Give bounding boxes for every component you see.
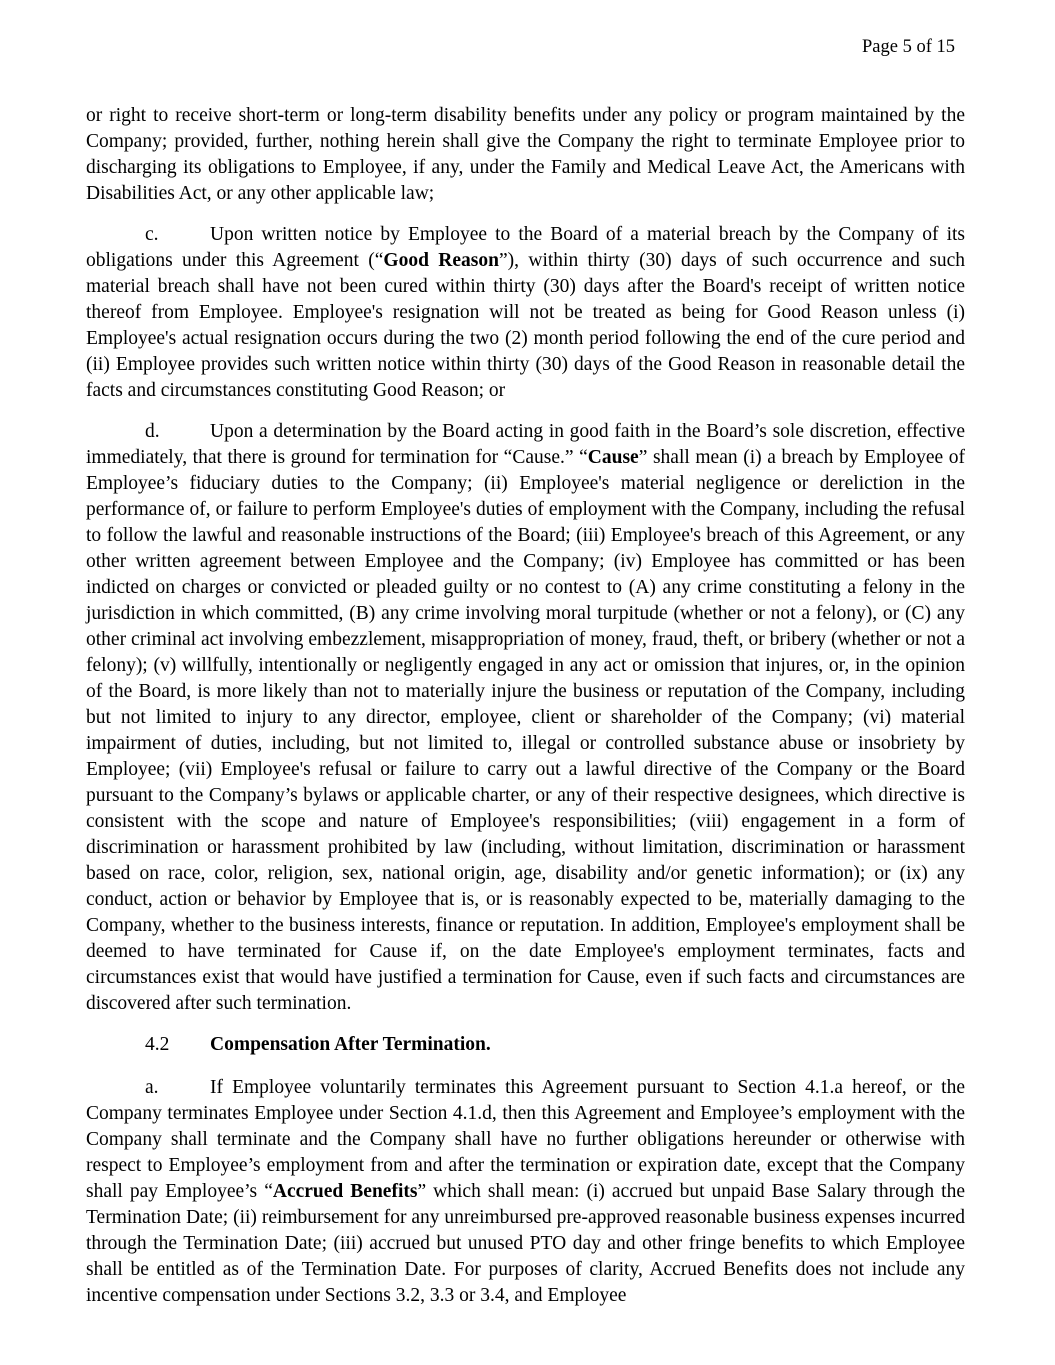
defined-term: Accrued Benefits — [272, 1181, 418, 1202]
defined-term: Compensation After Termination. — [210, 1034, 491, 1055]
text-run: If Employee voluntarily terminates this Agreement pursuant to Section 4.1.a hereof, or the Company terminates Employee under Section 4.1.d, then this Agreement and Employee’s employment with the Company shall terminate and the Company shall have no further obligations hereunder or otherwise with respect to Employee’s employment from and after the termination or expiration date, except that the Company shall pay Employee’s “ — [86, 1077, 965, 1202]
paragraph-marker: a. — [145, 1077, 159, 1098]
para-disability-continuation — [86, 103, 965, 207]
defined-term: Good Reason — [383, 250, 499, 271]
paragraph-marker: 4.2 — [145, 1034, 170, 1055]
text-run: ” shall mean (i) a breach by Employee of Employee’s fiduciary duties to the Company; (ii) Employee's material negligence or dereliction in the performance of, or failure to perform Employee's duties of employment with the Company, including the refusal to follow the lawful and reasonable instructions of the Board; (iii) Employee's breach of this Agreement, or any other written agreement between Employee and the Company; (iv) Employee has committed or has been indicted on charges or convicted or pleaded guilty or no contest to (A) any crime constituting a felony in the jurisdiction in which committed, (B) any crime involving moral turpitude (whether or not a felony), or (C) any other criminal act involving embezzlement, misappropriation of money, fraud, theft, or bribery (whether or not a felony); (v) willfully, intentionally or negligently engaged in any act or omission that injures, or, in the opinion of the Board, is more likely than not to materially injure the business or reputation of the Company, including but not limited to injury to any director, employee, client or shareholder of the Company; (vi) material impairment of duties, including, but not limited to, illegal or controlled substance abuse or insobriety by Employee; (vii) Employee's refusal or failure to carry out a lawful directive of the Company or the Board pursuant to the Company’s bylaws or applicable charter, or any of their respective designees, which directive is consistent with the scope and nature of Employee's responsibilities; (viii) engagement in a form of discrimination or harassment prohibited by law (including, without limitation, discrimination or harassment based on race, color, religion, sex, national origin, age, disability and/or genetic information); or (ix) any conduct, action or behavior by Employee that is, or is reasonably expected to be, materially damaging to the Company, whether to the business interests, finance or reputation. In addition, Employee's employment shall be deemed to have terminated for Cause if, on the date Employee's employment terminates, facts and circumstances exist that would have justified a termination for Cause, even if such facts and circumstances are discovered after such termination. — [86, 447, 966, 1014]
para-c-good-reason — [86, 222, 965, 404]
para-d-cause — [86, 419, 965, 1017]
defined-term: Cause — [587, 447, 639, 468]
paragraph-marker: d. — [145, 421, 160, 442]
paragraph-marker: c. — [145, 224, 159, 245]
text-run: ”), within thirty (30) days of such occurrence and such material breach shall have not been cured within thirty (30) days after the Board's receipt of written notice thereof from Employee. Employee's resignation will not be treated as being for Good Reason unless (i) Employee's actual resignation occurs during the two (2) month period following the end of the cure period and (ii) Employee provides such written notice within thirty (30) days of the Good Reason in reasonable detail the facts and circumstances constituting Good Reason; or — [86, 250, 965, 401]
heading-4-2-compensation-after-termination — [86, 1032, 965, 1058]
text-run: Upon a determination by the Board acting in good faith in the Board’s sole discretion, effective immediately, that there is ground for termination for “Cause.” “ — [86, 421, 965, 468]
para-a-accrued-benefits — [86, 1075, 965, 1309]
text-run: Upon written notice by Employee to the Board of a material breach by the Company of its obligations under this Agreement (“ — [86, 224, 965, 271]
text-run: or right to receive short-term or long-term disability benefits under any policy or program maintained by the Company; provided, further, nothing herein shall give the Company the right to terminate Employee prior to discharging its obligations to Employee, if any, under the Family and Medical Leave Act, the Americans with Disabilities Act, or any other applicable law; — [86, 105, 965, 204]
text-run: ” which shall mean: (i) accrued but unpaid Base Salary through the Termination Date; (ii) reimbursement for any unreimbursed pre-approved reasonable business expenses incurred through the Termination Date; (iii) accrued but unused PTO day and other fringe benefits to which Employee shall be entitled as of the Termination Date. For purposes of clarity, Accrued Benefits does not include any incentive compensation under Sections 3.2, 3.3 or 3.4, and Employee — [86, 1181, 966, 1306]
page-number: Page 5 of 15 — [862, 37, 955, 57]
document-body — [86, 103, 965, 1309]
